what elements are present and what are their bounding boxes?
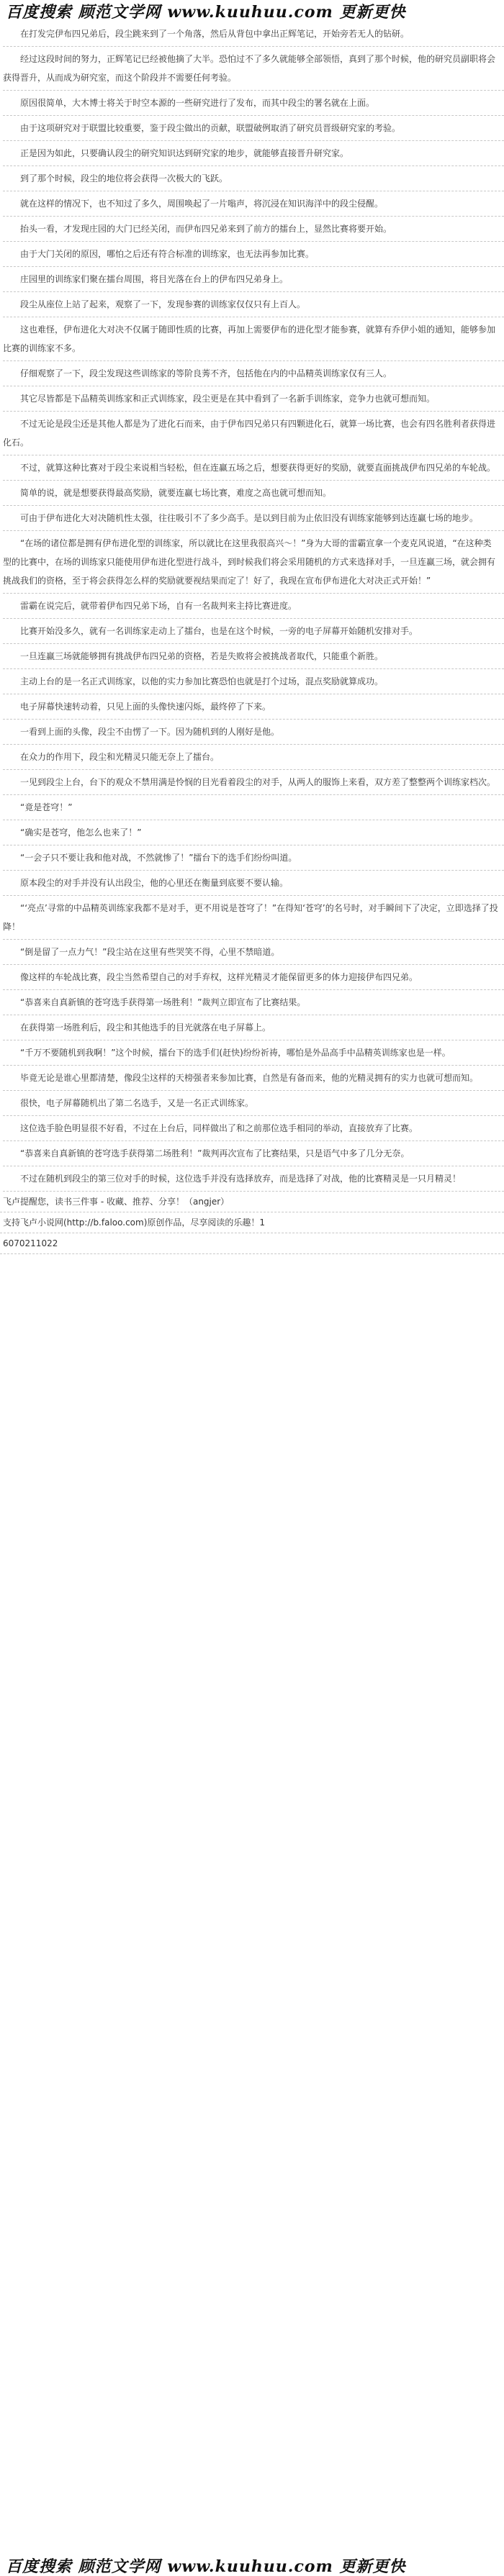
article-paragraph <box>3 361 504 386</box>
paragraph-text: “千万不要随机到我啊！”这个时候，擂台下的选手们(赶快)纷纷祈祷，哪怕是外品高手中品精英训练家也是一样。 <box>20 1048 451 1058</box>
article-paragraph <box>3 191 504 217</box>
chapter-code: 6070211022 <box>0 1233 504 1254</box>
article-paragraph <box>3 481 504 506</box>
paragraph-text: 主动上台的是一名正式训练家，以他的实力参加比赛恐怕也就是打个过场，混点奖励就算成功。 <box>20 676 384 686</box>
article-paragraph <box>3 1141 504 1166</box>
paragraph-text: 正是因为如此，只要确认段尘的研究知识达到研究家的地步，就能够直接晋升研究家。 <box>20 148 349 158</box>
paragraph-text: 在众力的作用下，段尘和光精灵只能无奈上了擂台。 <box>20 752 220 762</box>
article-paragraph <box>3 22 504 47</box>
paragraph-text: 仔细观察了一下，段尘发现这些训练家的等阶良莠不齐，包括他在内的中品精英训练家仅有三人。 <box>20 368 392 378</box>
article-paragraph <box>3 896 504 940</box>
article-paragraph <box>3 619 504 644</box>
article-paragraph <box>3 1015 504 1040</box>
article-paragraph <box>3 1166 504 1192</box>
article-paragraph <box>3 1091 504 1116</box>
paragraph-text: 庄园里的训练家们聚在擂台周围，将目光落在台上的伊布四兄弟身上。 <box>20 274 289 284</box>
paragraph-text: 原因很简单，大木博士将关于时空本源的一些研究进行了发布，而其中段尘的署名就在上面。 <box>20 98 375 108</box>
article-paragraph <box>3 990 504 1015</box>
paragraph-text: 可由于伊布进化大对决随机性太强，往往吸引不了多少高手。是以到目前为止依旧没有训练家能够到达连赢七场的地步。 <box>20 513 479 523</box>
article-paragraph <box>3 644 504 669</box>
article-paragraph <box>3 720 504 745</box>
article-paragraph <box>3 317 504 361</box>
paragraph-text: “恭喜来自真新镇的苍穹选手获得第二场胜利！”裁判再次宣布了比赛结果，只是语气中多了几分无奈。 <box>20 1148 410 1158</box>
paragraph-text: 不过，就算这种比赛对于段尘来说相当轻松，但在连赢五场之后，想要获得更好的奖励，就要直面挑战伊布四兄弟的车轮战。 <box>20 463 496 473</box>
article-paragraph <box>3 745 504 770</box>
paragraph-text: “恭喜来自真新镇的苍穹选手获得第一场胜利！”裁判立即宣布了比赛结果。 <box>20 997 306 1007</box>
paragraph-text: 雷霸在说完后，就带着伊布四兄弟下场，自有一名裁判来主持比赛进度。 <box>20 601 297 611</box>
article-paragraph <box>3 1040 504 1066</box>
paragraph-text: 一旦连赢三场就能够拥有挑战伊布四兄弟的资格，若是失败将会被挑战者取代，只能重个新胜。 <box>20 651 384 661</box>
article-paragraph <box>3 292 504 317</box>
paragraph-text: 不过在随机到段尘的第三位对手的时候，这位选手并没有选择放弃，而是选择了对战，他的比赛精灵是一只月精灵！ <box>20 1174 462 1184</box>
article-paragraph <box>3 242 504 267</box>
article-paragraph <box>3 795 504 820</box>
paragraph-text: 这也难怪，伊布进化大对决不仅属于随即性质的比赛，再加上需要伊布的进化型才能参赛，就算有乔伊小姐的通知，能够参加比赛的训练家不多。 <box>3 325 496 353</box>
paragraph-text: 这位选手脸色明显很不好看，不过在上台后，同样做出了和之前那位选手相同的举动，直接放弃了比赛。 <box>20 1123 418 1133</box>
article-paragraph <box>3 871 504 896</box>
article-paragraph <box>3 386 504 412</box>
article-paragraph <box>3 820 504 845</box>
article-paragraph <box>3 694 504 720</box>
article-paragraph <box>3 594 504 619</box>
top-site-banner: 百度搜索 顾范文学网 www.kuuhuu.com 更新更快 <box>6 2 406 22</box>
paragraph-text: “在场的诸位都是拥有伊布进化型的训练家，所以就比在这里我很高兴～！”身为大哥的雷霸宣拿一个麦克风说道，“在这种类型的比赛中，在场的训练家只能使用伊布进化型进行战斗，到时候我们将会采用随机的方式来选择对手，一旦连赢三场，就会拥有挑战我们的资格，至于将会获得怎么样的奖励就要视结果而定了！好了，我现在宣布伊布进化大对决正式开始！” <box>3 538 496 586</box>
paragraph-text: 一看到上面的头像，段尘不由愣了一下。因为随机到的人刚好是他。 <box>20 727 280 737</box>
site-link[interactable]: 支持飞卢小说网(http://b.faloo.com)原创作品，尽享阅读的乐趣！1 <box>0 1212 504 1233</box>
article-paragraph <box>3 669 504 694</box>
article-paragraph <box>3 217 504 242</box>
article-paragraph <box>3 940 504 965</box>
paragraph-text: 就在这样的情况下，也不知过了多久，周围唤起了一片嗡声，将沉浸在知识海洋中的段尘侵醒。 <box>20 199 384 209</box>
paragraph-text: 很快，电子屏幕随机出了第二名选手，又是一名正式训练家。 <box>20 1098 254 1108</box>
article-paragraph <box>3 91 504 116</box>
article-paragraph <box>3 770 504 795</box>
paragraph-text: 经过这段时间的努力，正辉笔记已经被他摘了大半。恐怕过不了多久就能够全部领悟，真到了那个时候，他的研究员副职将会获得晋升，从而成为研究室，而这个阶段并不需要任何考验。 <box>3 54 496 83</box>
paragraph-text: 由于大门关闭的原因，哪怕之后还有符合标准的训练家，也无法再参加比赛。 <box>20 249 315 259</box>
paragraph-text: “‘亮点’寻常的中品精英训练家我都不是对手，更不用说是苍穹了！”在得知‘苍穹’的名号时，对手瞬间下了决定，立即选择了投降！ <box>3 903 498 932</box>
footer <box>0 1192 504 1254</box>
paragraph-text: 不过无论是段尘还是其他人都是为了进化石而来，由于伊布四兄弟只有四颗进化石，就算一场比赛，也会有四名胜利者获得进化石。 <box>3 419 496 448</box>
article-paragraph <box>3 412 504 455</box>
paragraph-text: “竟是苍穹！” <box>20 802 73 812</box>
support-notice: 飞卢提醒您，读书三件事 - 收藏、推荐、分享！（angjer） <box>0 1192 504 1212</box>
article-paragraph <box>3 531 504 594</box>
paragraph-text: 比赛开始没多久，就有一名训练家走动上了擂台，也是在这个时候，一旁的电子屏幕开始随机安排对手。 <box>20 626 418 636</box>
article-paragraph <box>3 965 504 990</box>
bottom-site-banner: 百度搜索 顾范文学网 www.kuuhuu.com 更新更快 <box>6 2557 406 2576</box>
paragraph-text: 一见到段尘上台，台下的观众不禁用满是怜悯的目光看着段尘的对手，从两人的服饰上来看，双方差了整整两个训练家档次。 <box>20 777 496 787</box>
paragraph-text: 在获得第一场胜利后，段尘和其他选手的目光就落在电子屏幕上。 <box>20 1022 271 1033</box>
paragraph-text: 原本段尘的对手并没有认出段尘，他的心里还在衡量到底要不要认输。 <box>20 878 289 888</box>
article-paragraph <box>3 267 504 292</box>
paragraph-text: 简单的说，就是想要获得最高奖励，就要连赢七场比赛，难度之高也就可想而知。 <box>20 488 332 498</box>
paragraph-text: 到了那个时候，段尘的地位将会获得一次极大的飞跃。 <box>20 173 228 183</box>
article-paragraph <box>3 845 504 871</box>
paragraph-text: 段尘从座位上站了起来，观察了一下，发现参赛的训练家仅仅只有上百人。 <box>20 299 306 309</box>
article-paragraph <box>3 47 504 91</box>
article-paragraph <box>3 455 504 481</box>
article-paragraph <box>3 141 504 166</box>
article-paragraph <box>3 1116 504 1141</box>
article-paragraph <box>3 116 504 141</box>
paragraph-text: “一会子只不要让我和他对战，不然就惨了！”擂台下的选手们纷纷叫道。 <box>20 853 297 863</box>
paragraph-text: 其它尽皆都是下品精英训练家和正式训练家，段尘更是在其中看到了一名新手训练家，竞争力也就可想而知。 <box>20 394 436 404</box>
paragraph-text: 由于这项研究对于联盟比较重要，鉴于段尘做出的贡献，联盟破例取消了研究员晋级研究家的考验。 <box>20 123 401 133</box>
paragraph-text: 电子屏幕快速转动着，只见上面的头像快速闪烁，最终停了下来。 <box>20 702 271 712</box>
paragraph-text: 在打发完伊布四兄弟后，段尘跳来到了一个角落，然后从背包中拿出正辉笔记，开始旁若无人的钻研。 <box>20 29 410 39</box>
paragraph-text: “倒是留了一点力气！”段尘站在这里有些哭笑不得，心里不禁暗道。 <box>20 947 280 957</box>
article-paragraph <box>3 506 504 531</box>
article-content <box>0 22 504 1192</box>
paragraph-text: 像这样的车轮战比赛，段尘当然希望自己的对手弃权，这样光精灵才能保留更多的体力迎接伊布四兄弟。 <box>20 972 418 982</box>
paragraph-text: 抬头一看，才发现庄园的大门已经关闭，而伊布四兄弟来到了前方的擂台上，显然比赛将要开始。 <box>20 224 392 234</box>
paragraph-text: 毕竟无论是谁心里都清楚，像段尘这样的天榜强者来参加比赛，自然是有备而来，他的光精灵拥有的实力也就可想而知。 <box>20 1073 479 1083</box>
article-paragraph <box>3 1066 504 1091</box>
paragraph-text: “确实是苍穹，他怎么也来了！” <box>20 827 142 838</box>
article-paragraph <box>3 166 504 191</box>
